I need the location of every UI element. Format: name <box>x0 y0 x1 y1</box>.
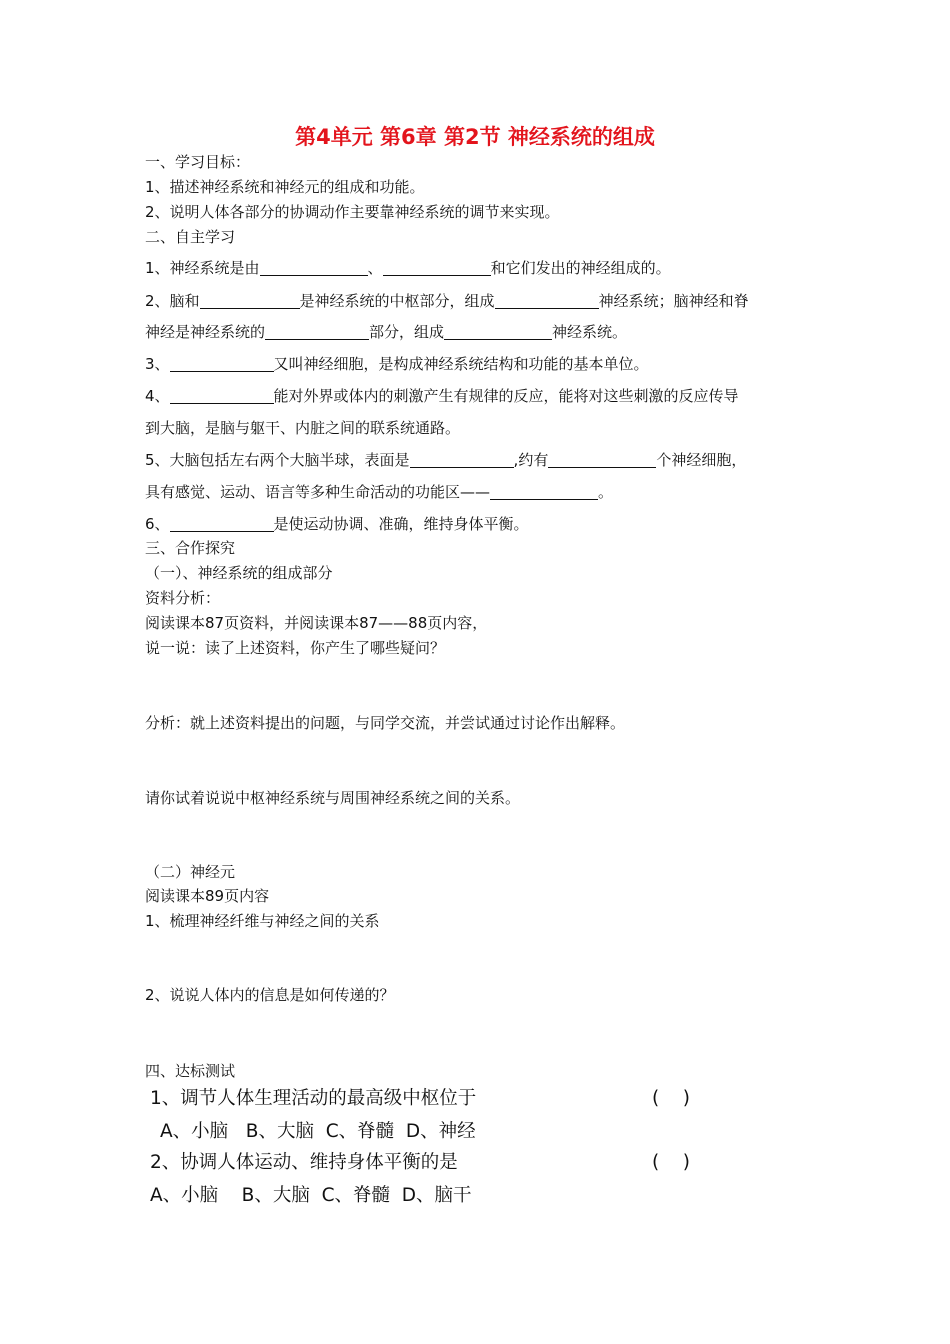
answer-blank[interactable] <box>200 292 300 309</box>
answer-parenthesis[interactable]: ( ) <box>652 1152 690 1173</box>
paragraph: 阅读课本89页内容 <box>145 887 270 905</box>
answer-blank[interactable] <box>260 259 368 276</box>
question-1: 1、神经系统是由 、 和它们发出的神经组成的。 <box>145 259 671 277</box>
answer-blank[interactable] <box>265 323 369 340</box>
paragraph: 2、说说人体内的信息是如何传递的？ <box>145 986 395 1004</box>
question-4-cont: 到大脑，是脑与躯干、内脏之间的联系统通路。 <box>145 419 461 437</box>
answer-blank[interactable] <box>410 451 514 468</box>
test-question-1: 1、调节人体生理活动的最高级中枢位于 <box>150 1088 477 1109</box>
goal-item: 1、描述神经系统和神经元的组成和功能。 <box>145 178 425 196</box>
section-heading-explore: 三、合作探究 <box>145 539 236 557</box>
subsection-heading: （二）神经元 <box>145 863 236 881</box>
answer-blank[interactable] <box>383 259 491 276</box>
question-6: 6、 是使运动协调、准确，维持身体平衡。 <box>145 515 529 533</box>
answer-blank[interactable] <box>170 515 274 532</box>
section-heading-self-study: 二、自主学习 <box>145 228 236 246</box>
answer-blank[interactable] <box>170 355 274 372</box>
answer-blank[interactable] <box>490 483 598 500</box>
paragraph: 资料分析： <box>145 589 221 607</box>
paragraph: 请你试着说说中枢神经系统与周围神经系统之间的关系。 <box>145 789 521 807</box>
answer-blank[interactable] <box>548 451 656 468</box>
test-options-1: A、小脑 B、大脑 C、脊髓 D、神经 <box>160 1121 476 1142</box>
paragraph: 分析：就上述资料提出的问题，与同学交流，并尝试通过讨论作出解释。 <box>145 714 626 732</box>
paragraph: 阅读课本87页资料，并阅读课本87——88页内容， <box>145 614 488 632</box>
goal-item: 2、说明人体各部分的协调动作主要靠神经系统的调节来实现。 <box>145 203 560 221</box>
section-heading-goals: 一、学习目标： <box>145 153 251 171</box>
question-4: 4、 能对外界或体内的刺激产生有规律的反应，能将对这些刺激的反应传导 <box>145 387 739 405</box>
question-3: 3、 又叫神经细胞，是构成神经系统结构和功能的基本单位。 <box>145 355 649 373</box>
answer-parenthesis[interactable]: ( ) <box>652 1088 690 1109</box>
section-heading-test: 四、达标测试 <box>145 1062 236 1080</box>
test-question-2: 2、协调人体运动、维持身体平衡的是 <box>150 1152 458 1173</box>
question-5-cont: 具有感觉、运动、语言等多种生命活动的功能区—— 。 <box>145 483 614 501</box>
paragraph: 1、梳理神经纤维与神经之间的关系 <box>145 912 380 930</box>
paragraph: 说一说：读了上述资料，你产生了哪些疑问？ <box>145 639 446 657</box>
answer-blank[interactable] <box>495 292 599 309</box>
test-options-2: A、小脑 B、大脑 C、脊髓 D、脑干 <box>150 1185 472 1206</box>
question-5: 5、大脑包括左右两个大脑半球，表面是 ,约有 个神经细胞， <box>145 451 747 469</box>
question-2-cont: 神经是神经系统的 部分，组成 神经系统。 <box>145 323 628 341</box>
question-2: 2、脑和 是神经系统的中枢部分，组成 神经系统；脑神经和脊 <box>145 292 749 310</box>
document-title: 第4单元 第6章 第2节 神经系统的组成 <box>295 125 655 149</box>
answer-blank[interactable] <box>444 323 552 340</box>
subsection-heading: （一）、神经系统的组成部分 <box>145 564 333 582</box>
answer-blank[interactable] <box>170 387 274 404</box>
